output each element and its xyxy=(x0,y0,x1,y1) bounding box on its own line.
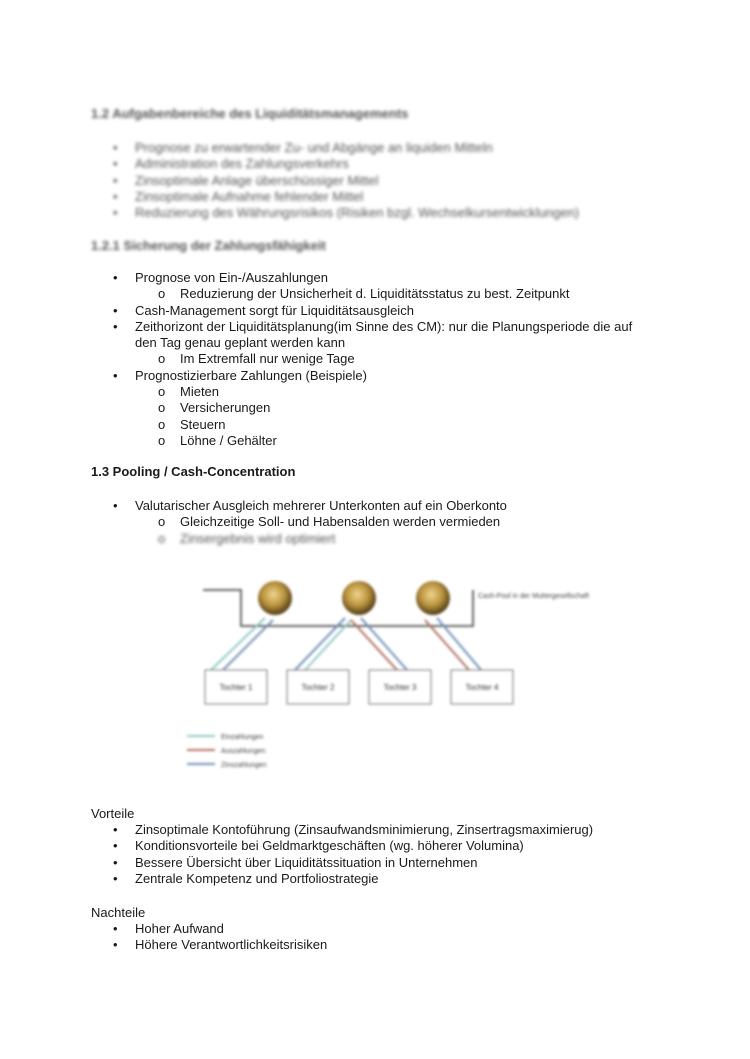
zahlungsfaehigkeit-list xyxy=(0,270,655,449)
list-item: • Konditionsvorteile bei Geldmarktgeschäften (wg. höherer Volumina) xyxy=(113,838,524,854)
list-item: • Zinsoptimale Anlage überschüssiger Mittel xyxy=(113,172,379,188)
list-item: • Prognose zu erwartender Zu- und Abgänge an liquiden Mitteln xyxy=(113,140,493,155)
legend-label: Zinszahlungen xyxy=(221,762,267,769)
coin-icon xyxy=(416,581,450,615)
pooling-list xyxy=(0,498,655,547)
section-heading-pooling: 1.3 Pooling / Cash-Concentration xyxy=(91,464,296,479)
list-item: • Zentrale Kompetenz und Portfoliostrategie xyxy=(113,870,379,886)
section-heading-zahlungsfaehigkeit: 1.2.1 Sicherung der Zahlungsfähigkeit xyxy=(91,238,326,253)
tochter-label: Tochter 4 xyxy=(465,683,499,692)
nachteile-label: Nachteile xyxy=(91,905,146,920)
coin-icon xyxy=(342,581,376,615)
section-heading-aufgabenbereiche: 1.2 Aufgabenbereiche des Liquiditätsmanagements xyxy=(91,106,409,121)
list-item: • Valutarischer Ausgleich mehrerer Unterkonten auf ein Oberkonto xyxy=(113,498,507,513)
list-item: • Zinsoptimale Kontoführung (Zinsaufwandsminimierung, Zinsertragsmaximierug) xyxy=(113,822,594,837)
aufgabenbereiche-list xyxy=(0,140,655,221)
list-item: • Zeithorizont der Liquiditätsplanung(im Sinne des CM): nur die Planungsperiode die auf den Tag genau geplant werden kann xyxy=(113,318,633,351)
list-item: • Administration des Zahlungsverkehrs xyxy=(113,156,349,172)
list-item: • Zinsoptimale Aufnahme fehlender Mittel xyxy=(113,188,364,204)
sub-list-item: o Gleichzeitige Soll- und Habensalden werden vermieden xyxy=(158,514,501,530)
tochter-label: Tochter 3 xyxy=(383,683,417,692)
legend-label: Auszahlungen xyxy=(221,748,266,755)
list-item: • Cash-Management sorgt für Liquiditätsausgleich xyxy=(113,302,414,318)
sub-list-item: o Zinsergebnis wird optimiert xyxy=(158,530,336,546)
list-item: • Reduzierung des Währungsrisikos (Risiken bzgl. Wechselkursentwicklungen) xyxy=(113,205,580,221)
list-item: • Hoher Aufwand xyxy=(113,921,224,936)
list-item: • Höhere Verantwortlichkeitsrisiken xyxy=(113,937,328,953)
cash-pool-diagram xyxy=(175,570,589,780)
vorteile-label: Vorteile xyxy=(91,806,135,821)
list-item: • Bessere Übersicht über Liquiditätssituation in Unternehmen xyxy=(113,854,478,870)
sub-list-item: o Reduzierung der Unsicherheit d. Liquiditätsstatus zu best. Zeitpunkt xyxy=(158,286,570,302)
sub-list-item: o Versicherungen xyxy=(158,400,271,416)
pool-label: Cash-Pool in der Muttergesellschaft xyxy=(478,593,589,600)
vorteile-list xyxy=(0,822,655,887)
list-item: • Prognostizierbare Zahlungen (Beispiele) xyxy=(113,367,367,383)
sub-list-item: o Mieten xyxy=(158,384,220,400)
list-item: • Prognose von Ein-/Auszahlungen xyxy=(113,270,328,285)
tochter-label: Tochter 1 xyxy=(219,683,253,692)
coin-icon xyxy=(258,581,292,615)
sub-list-item: o Steuern xyxy=(158,416,226,432)
legend-label: Einzahlungen xyxy=(221,734,264,741)
sub-list-item: o Im Extremfall nur wenige Tage xyxy=(158,351,355,367)
nachteile-list xyxy=(0,921,655,954)
tochter-label: Tochter 2 xyxy=(301,683,335,692)
sub-list-item: o Löhne / Gehälter xyxy=(158,432,277,448)
